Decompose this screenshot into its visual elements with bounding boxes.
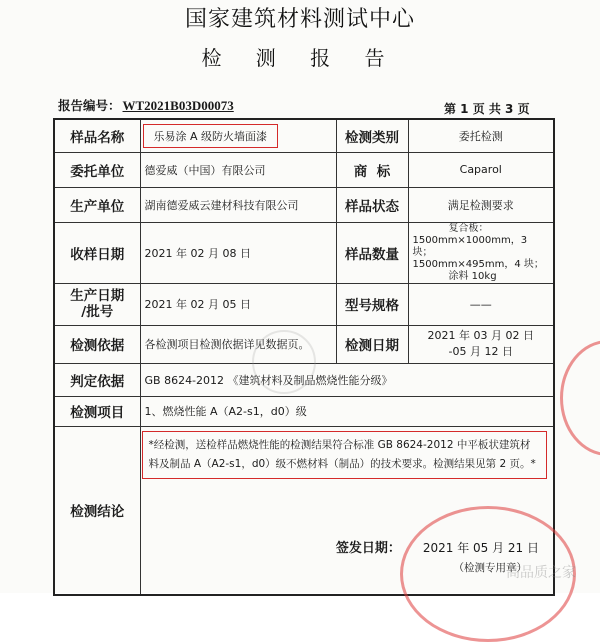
judgment-basis-value: GB 8624-2012 《建筑材料及制品燃烧性能分级》 xyxy=(140,363,554,396)
report-number-label: 报告编号： xyxy=(58,98,121,113)
client-value: 德爱威（中国）有限公司 xyxy=(140,152,336,187)
report-number xyxy=(58,96,234,114)
report-number-value: WT2021B03D00073 xyxy=(122,98,234,113)
test-date-value: 2021 年 03 月 02 日 -05 月 12 日 xyxy=(408,325,554,363)
label-manufacturer: 生产单位 xyxy=(54,187,140,222)
label-sample-state: 样品状态 xyxy=(336,187,408,222)
label-sample-qty: 样品数量 xyxy=(336,222,408,283)
organization-name: 国家建筑材料测试中心 xyxy=(184,7,415,32)
signature-date: 2021 年 05 月 21 日 xyxy=(422,540,539,555)
label-model-spec: 型号规格 xyxy=(336,283,408,325)
sample-qty-value: 复合板： 1500mm×1000mm，3 块； 1500mm×495mm，4 块； 涂料 10kg xyxy=(408,222,554,283)
official-seal-edge xyxy=(560,340,600,456)
label-conclusion: 检测结论 xyxy=(54,426,140,595)
page-indicator: 第 1 页 共 3 页 xyxy=(444,102,530,116)
test-category-value: 委托检测 xyxy=(408,119,554,152)
sample-name-value: 乐易涂 A 级防火墙面漆 xyxy=(143,124,279,148)
site-watermark: 高品质之家 xyxy=(506,565,576,581)
label-production-date: 生产日期 /批号 xyxy=(54,283,140,325)
label-brand: 商 标 xyxy=(336,152,408,187)
sample-state-value: 满足检测要求 xyxy=(408,187,554,222)
model-spec-value: —— xyxy=(408,283,554,325)
label-test-date: 检测日期 xyxy=(336,325,408,363)
label-test-basis: 检测依据 xyxy=(54,325,140,363)
signature-label: 签发日期： xyxy=(335,540,401,556)
report-title: 检 测 报 告 xyxy=(201,46,399,70)
stamp-note: （检测专用章） xyxy=(453,561,527,574)
label-client: 委托单位 xyxy=(54,152,140,187)
label-sample-name: 样品名称 xyxy=(54,119,140,152)
test-basis-value: 各检测项目检测依据详见数据页。 xyxy=(140,325,336,363)
test-items-value: 1、燃烧性能 A（A2-s1，d0）级 xyxy=(140,396,554,426)
manufacturer-value: 湖南德爱威云建材科技有限公司 xyxy=(140,187,336,222)
watermark-logo-icon xyxy=(252,330,316,394)
received-date-value: 2021 年 02 月 08 日 xyxy=(140,222,336,283)
production-date-value: 2021 年 02 月 05 日 xyxy=(140,283,336,325)
label-test-items: 检测项目 xyxy=(54,396,140,426)
label-judgment-basis: 判定依据 xyxy=(54,363,140,396)
brand-value: Caparol xyxy=(408,152,554,187)
conclusion-text: *经检测，送检样品燃烧性能的检测结果符合标准 GB 8624-2012 中平板状建筑材料及制品 A（A2-s1，d0）级不燃材料（制品）的技术要求。检测结果见第 2 页。* xyxy=(142,431,548,479)
label-test-category: 检测类别 xyxy=(336,119,408,152)
label-received-date: 收样日期 xyxy=(54,222,140,283)
